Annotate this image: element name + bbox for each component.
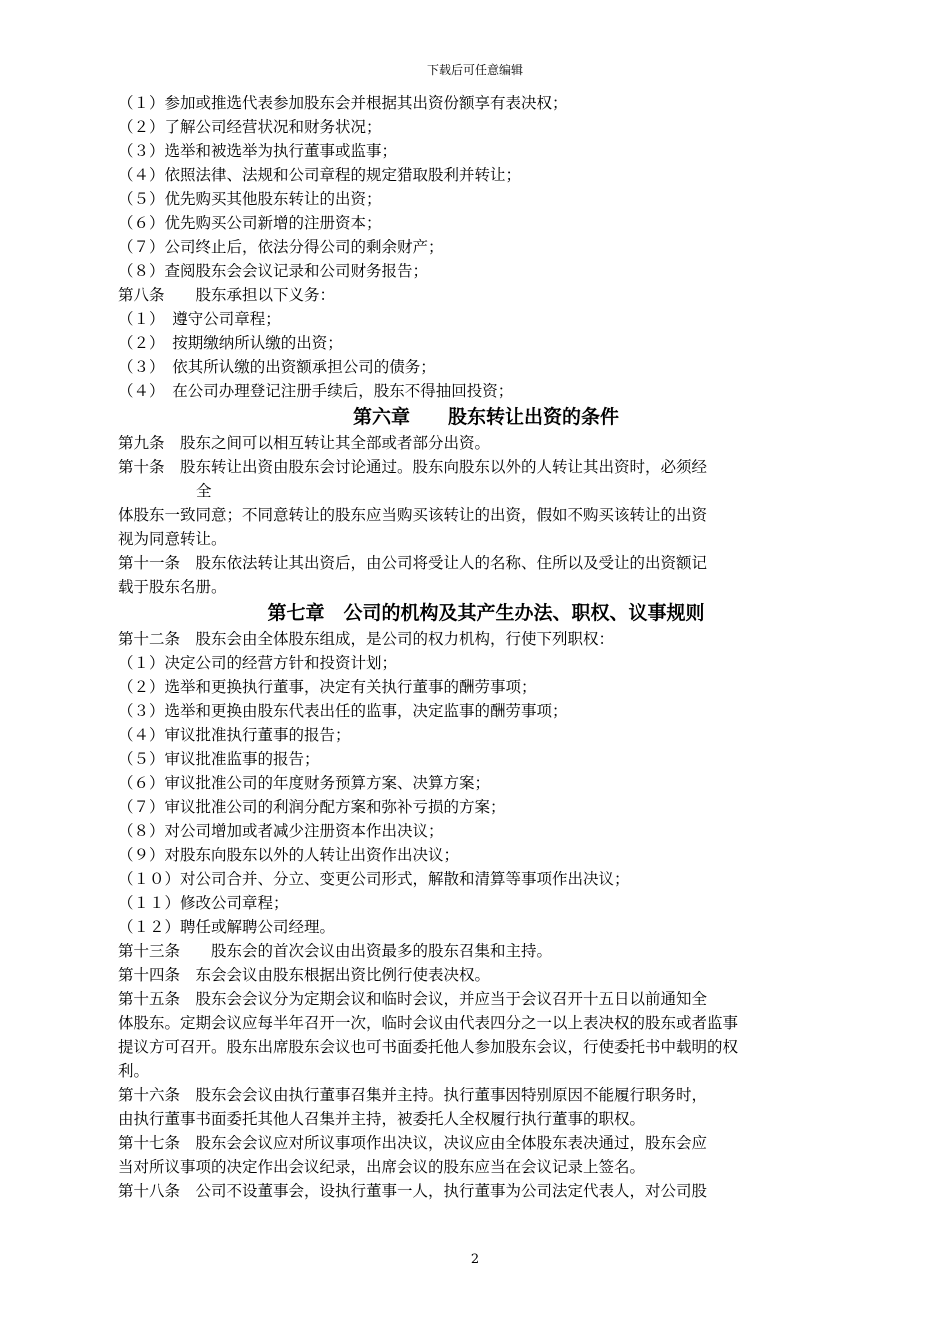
powers-list (118, 651, 854, 939)
list-item: （１）参加或推选代表参加股东会并根据其出资份额享有表决权； (118, 94, 568, 112)
list-item: （８）对公司增加或者减少注册资本作出决议； (118, 822, 444, 840)
list-item: （１１）修改公司章程； (118, 894, 289, 912)
article-10-line-1: 第十条 股东转让出资由股东会讨论通过。股东向股东以外的人转让其出资时，必须经 (118, 458, 708, 476)
duty-list (118, 307, 854, 403)
article-10-line-4: 视为同意转让。 (118, 530, 227, 548)
list-item: （３）选举和更换由股东代表出任的监事，决定监事的酬劳事项； (118, 702, 568, 720)
page-header: 下载后可任意编辑 (426, 63, 523, 77)
list-item: （３）选举和被选举为执行董事或监事； (118, 142, 398, 160)
document-body (118, 91, 854, 1203)
list-item: （２）选举和更换执行董事，决定有关执行董事的酬劳事项； (118, 678, 537, 696)
list-item: （２）了解公司经营状况和财务状况； (118, 118, 382, 136)
list-item: （６）审议批准公司的年度财务预算方案、决算方案； (118, 774, 491, 792)
article-8: 第八条 股东承担以下义务： (118, 286, 336, 304)
article-16-line-1: 第十六条 股东会会议由执行董事召集并主持。执行董事因特别原因不能履行职务时， (118, 1086, 708, 1104)
article-15-line-3: 提议方可召开。股东出席股东会议也可书面委托他人参加股东会议，行使委托书中载明的权 (118, 1038, 739, 1056)
list-item: （７）公司终止后，依法分得公司的剩余财产； (118, 238, 444, 256)
list-item: （１０）对公司合并、分立、变更公司形式，解散和清算等事项作出决议； (118, 870, 630, 888)
list-item: （６）优先购买公司新增的注册资本； (118, 214, 382, 232)
list-item: （４） 在公司办理登记注册手续后，股东不得抽回投资； (118, 382, 514, 400)
article-12: 第十二条 股东会由全体股东组成，是公司的权力机构，行使下列职权： (118, 630, 615, 648)
article-9: 第九条 股东之间可以相互转让其全部或者部分出资。 (118, 434, 491, 452)
list-item: （１）决定公司的经营方针和投资计划； (118, 654, 398, 672)
page-number: 2 (470, 1252, 480, 1267)
list-item: （５）审议批准监事的报告； (118, 750, 320, 768)
article-10-line-3: 体股东一致同意；不同意转让的股东应当购买该转让的出资，假如不购买该转让的出资 (118, 506, 708, 524)
list-item: （１） 遵守公司章程； (118, 310, 281, 328)
rights-list (118, 91, 854, 283)
article-10-line-2: 全 (196, 482, 212, 500)
list-item: （７）审议批准公司的利润分配方案和弥补亏损的方案； (118, 798, 506, 816)
article-15-line-4: 利。 (118, 1062, 150, 1080)
article-14: 第十四条 东会会议由股东根据出资比例行使表决权。 (118, 966, 491, 984)
list-item: （５）优先购买其他股东转让的出资； (118, 190, 382, 208)
article-15-line-2: 体股东。定期会议应每半年召开一次，临时会议由代表四分之一以上表决权的股东或者监事 (118, 1014, 739, 1032)
list-item: （４）依照法律、法规和公司章程的规定猎取股利并转让； (118, 166, 522, 184)
article-16-line-2: 由执行董事书面委托其他人召集并主持，被委托人全权履行执行董事的职权。 (118, 1110, 646, 1128)
list-item: （１２）聘任或解聘公司经理。 (118, 918, 336, 936)
chapter-7-heading: 第七章 公司的机构及其产生办法、职权、议事规则 (267, 602, 705, 624)
article-13: 第十三条 股东会的首次会议由出资最多的股东召集和主持。 (118, 942, 553, 960)
article-11-line-1: 第十一条 股东依法转让其出资后，由公司将受让人的名称、住所以及受让的出资额记 (118, 554, 708, 572)
article-11-line-2: 载于股东名册。 (118, 578, 227, 596)
list-item: （４）审议批准执行董事的报告； (118, 726, 351, 744)
list-item: （９）对股东向股东以外的人转让出资作出决议； (118, 846, 460, 864)
article-18: 第十八条 公司不设董事会，设执行董事一人，执行董事为公司法定代表人，对公司股 (118, 1182, 708, 1200)
article-17-line-1: 第十七条 股东会会议应对所议事项作出决议，决议应由全体股东表决通过，股东会应 (118, 1134, 708, 1152)
list-item: （８）查阅股东会会议记录和公司财务报告； (118, 262, 429, 280)
list-item: （３） 依其所认缴的出资额承担公司的债务； (118, 358, 436, 376)
article-17-line-2: 当对所议事项的决定作出会议纪录，出席会议的股东应当在会议记录上签名。 (118, 1158, 646, 1176)
list-item: （２） 按期缴纳所认缴的出资； (118, 334, 343, 352)
chapter-6-heading: 第六章 股东转让出资的条件 (352, 406, 619, 428)
article-15-line-1: 第十五条 股东会会议分为定期会议和临时会议，并应当于会议召开十五日以前通知全 (118, 990, 708, 1008)
